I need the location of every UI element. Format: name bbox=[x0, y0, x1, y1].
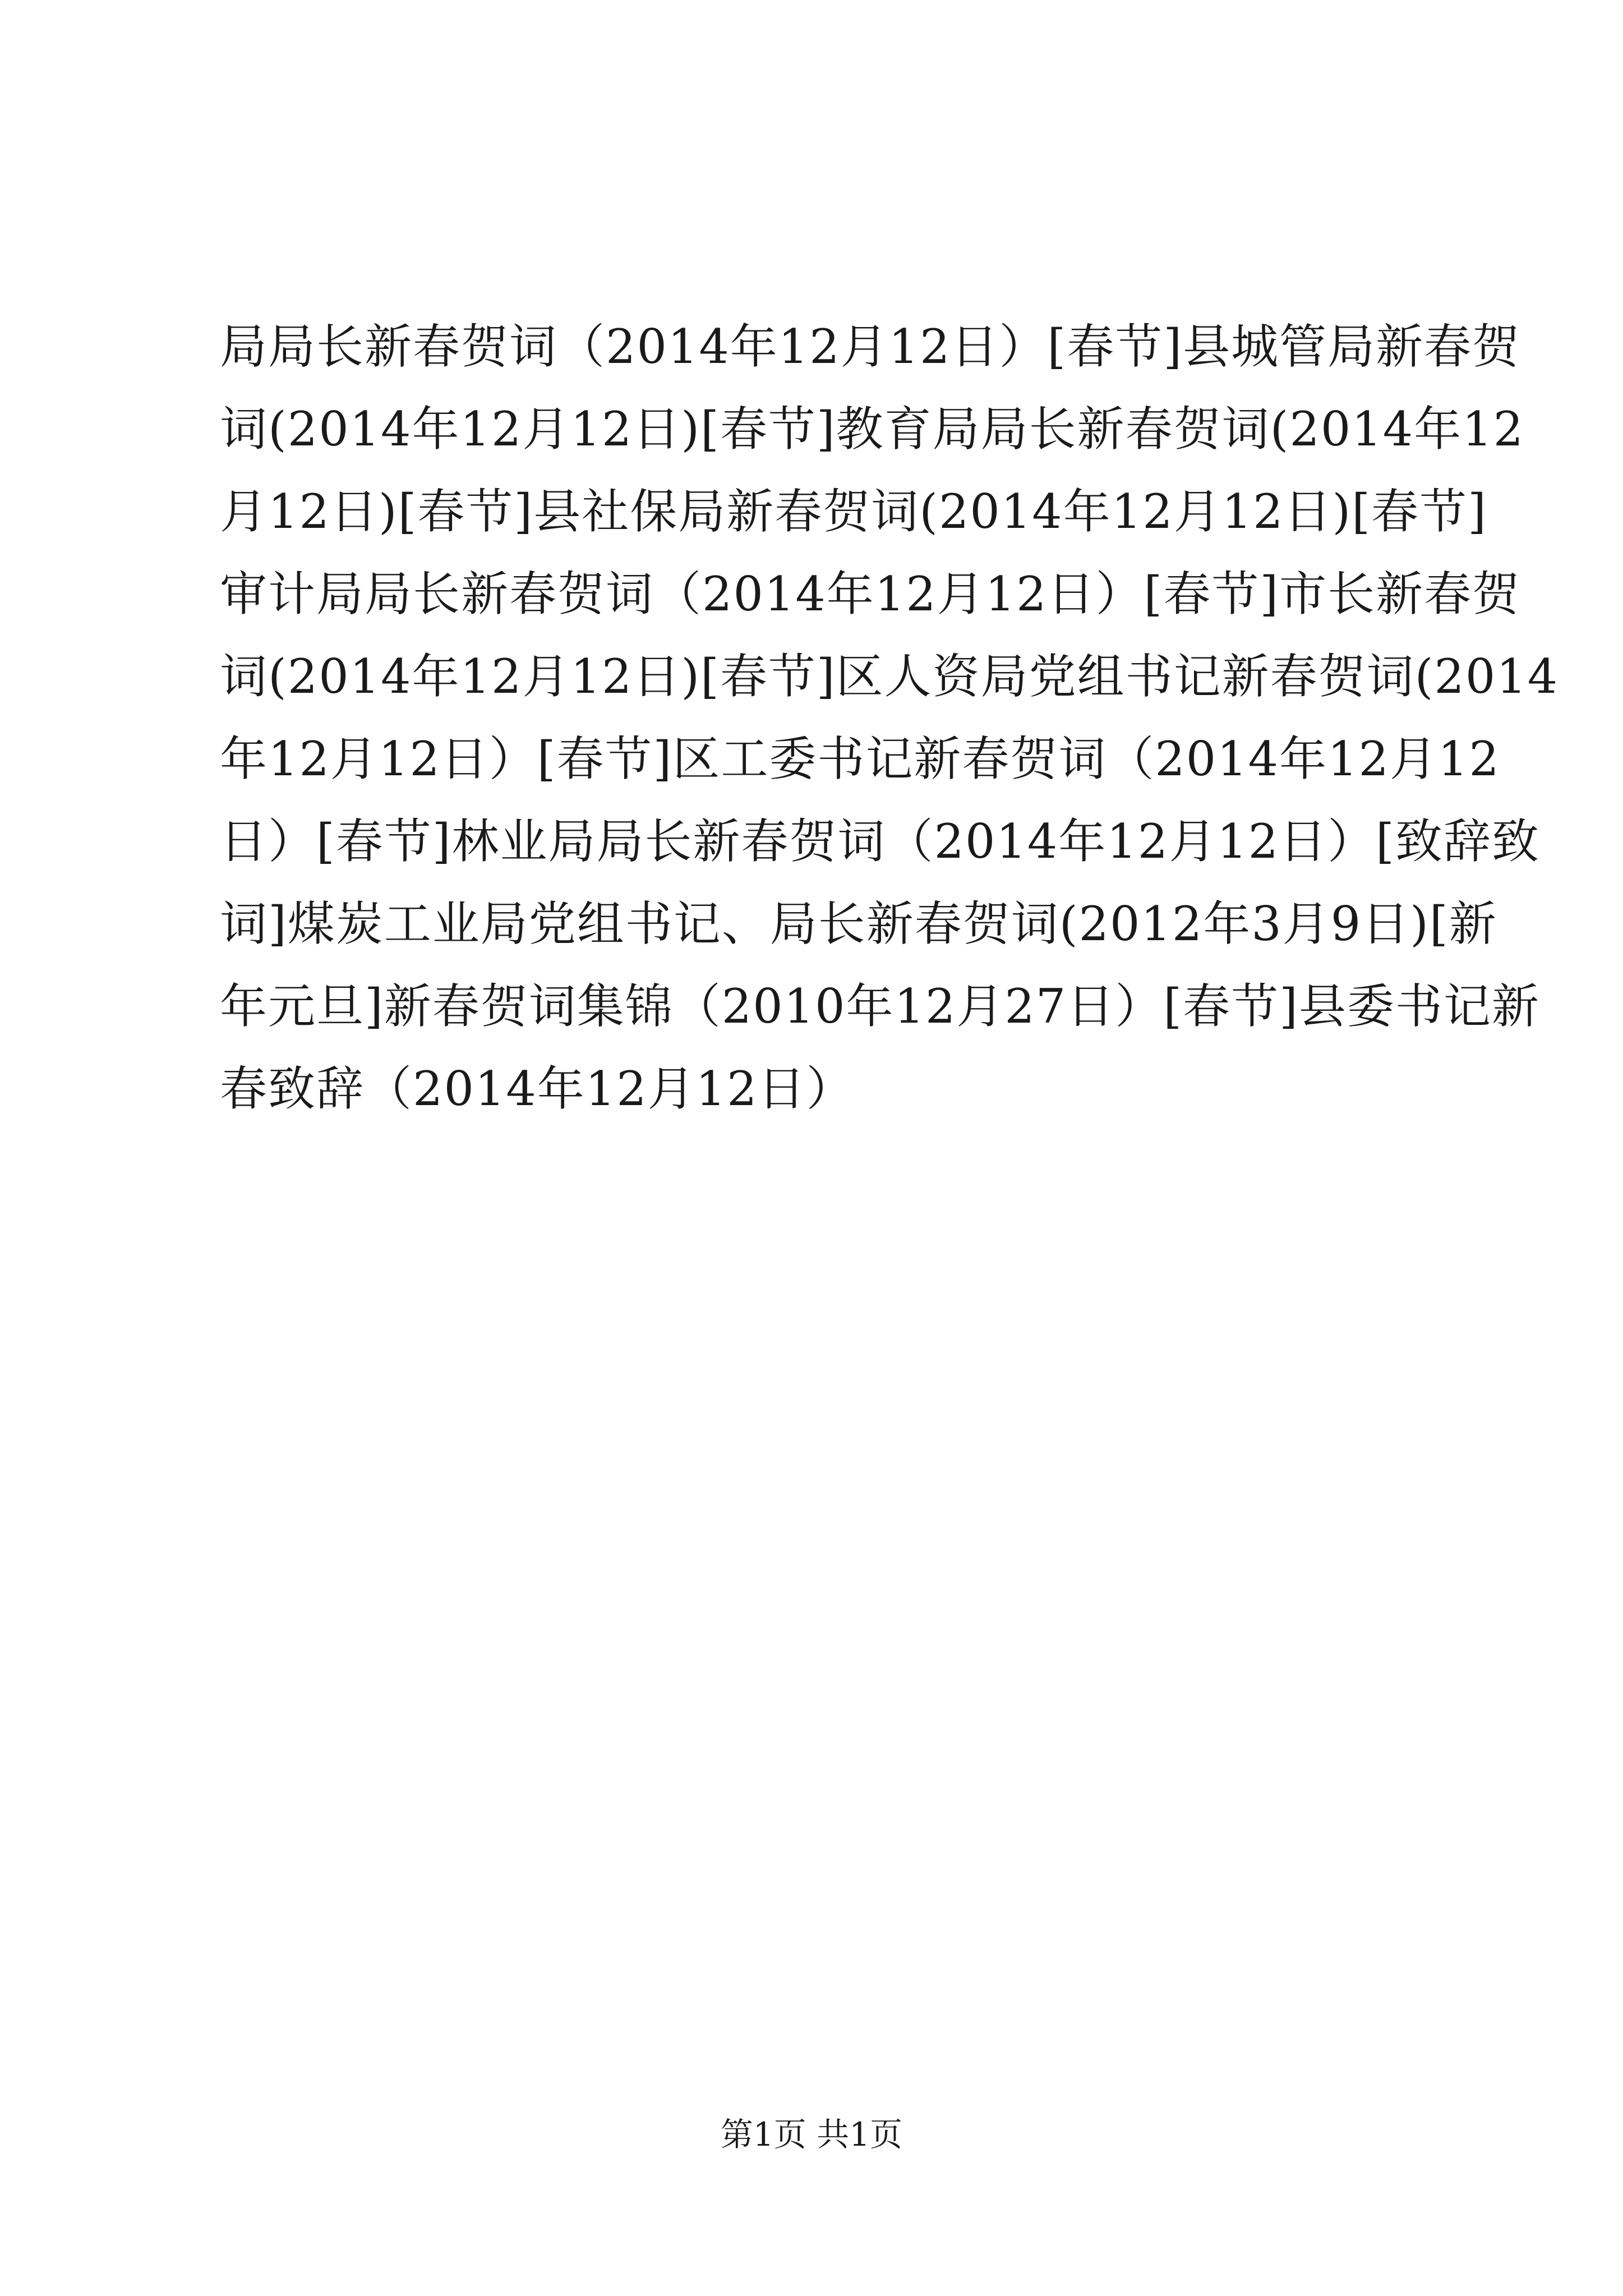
body-line: 年元旦]新春贺词集锦（2010年12月27日）[春节]县委书记新 bbox=[220, 979, 1540, 1034]
body-line: 局局长新春贺词（2014年12月12日）[春节]县城管局新春贺 bbox=[220, 319, 1521, 374]
body-line: 词]煤炭工业局党组书记、局长新春贺词(2012年3月9日)[新 bbox=[220, 896, 1497, 951]
body-line: 词(2014年12月12日)[春节]区人资局党组书记新春贺词(2014 bbox=[220, 649, 1559, 704]
body-line: 春致辞（2014年12月12日） bbox=[220, 1061, 855, 1116]
body-line: 词(2014年12月12日)[春节]教育局局长新春贺词(2014年12 bbox=[220, 402, 1525, 457]
document-body bbox=[220, 306, 1559, 1130]
body-line: 审计局局长新春贺词（2014年12月12日）[春节]市长新春贺 bbox=[220, 567, 1521, 622]
page-number-label: 第1页 共1页 bbox=[720, 2115, 903, 2154]
body-line: 日）[春节]林业局局长新春贺词（2014年12月12日）[致辞致 bbox=[220, 814, 1540, 869]
body-line: 年12月12日）[春节]区工委书记新春贺词（2014年12月12 bbox=[220, 731, 1500, 786]
body-line: 月12日)[春节]县社保局新春贺词(2014年12月12日)[春节] bbox=[220, 484, 1487, 539]
page-footer bbox=[0, 2112, 1623, 2157]
